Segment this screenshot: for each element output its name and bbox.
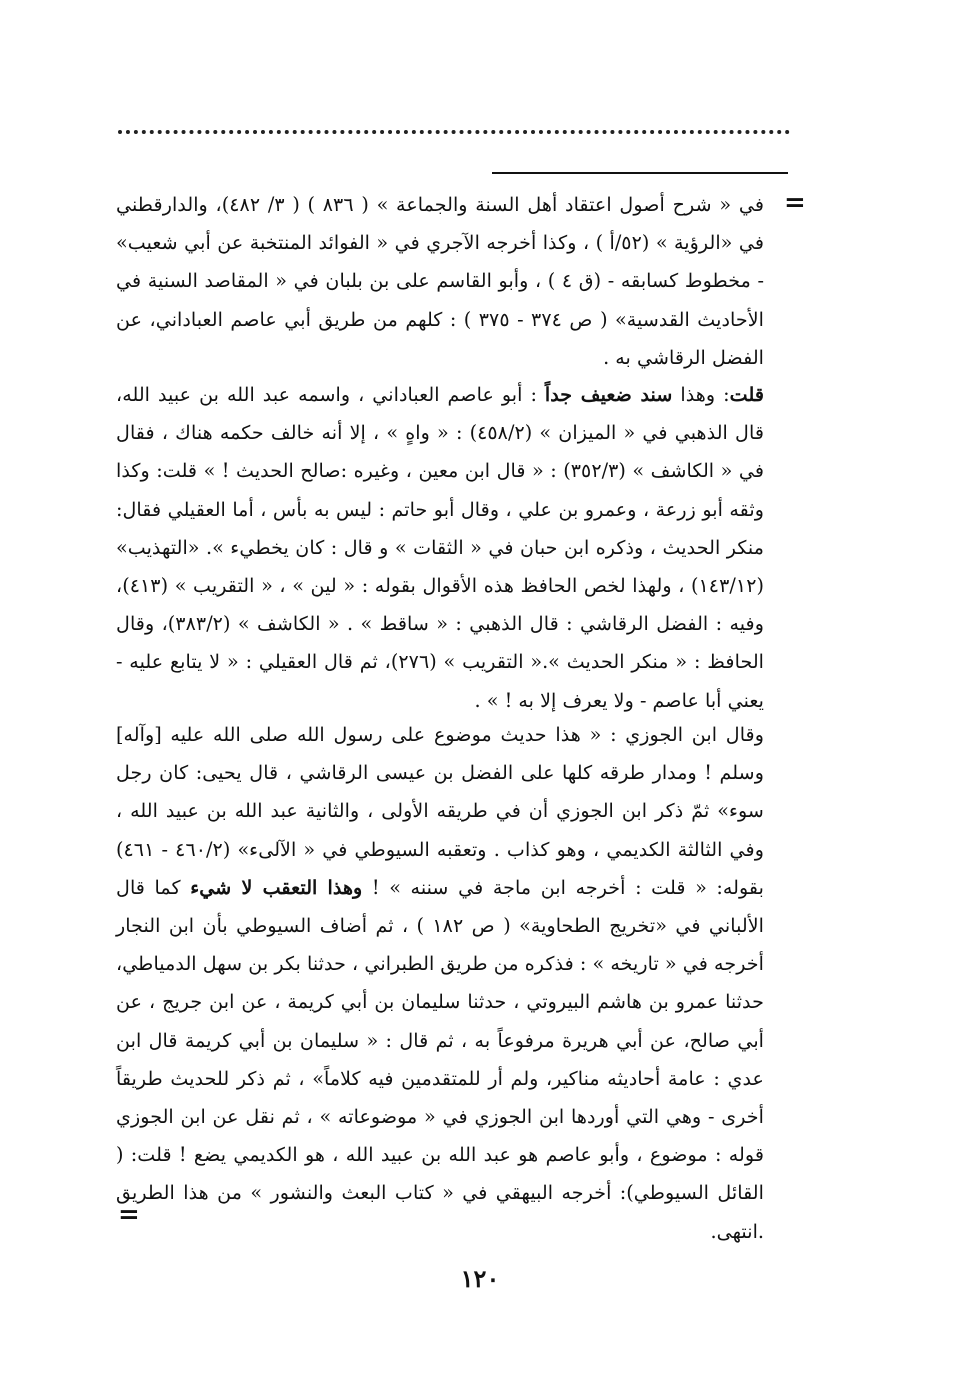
paragraph-sources (116, 186, 764, 377)
continuation-mark-bottom: = (118, 1200, 140, 1230)
paragraph-ibn-al-jawzi-a: وقال ابن الجوزي : « هذا حديث موضوع على رسول الله صلى الله عليه [وآله] وسلم ! ومدار طرقه كلها على الفضل بن عيسى الرقاشي ، قال يحيى: كان رجل سوء» ثمّ ذكر ابن الجوزي أن في طريقه الأولى ، والثانية عبد الله بن عبيد الله ، وفي الثالثة الكديمي ، وهو كذاب . وتعقبه السيوطي في « الآلىء» (٤٦٠/٢ - ٤٦١) بقوله: « قلت : أخرجه ابن ماجة في سننه » ! (116, 723, 764, 899)
paragraph-sources-text: في « شرح أصول اعتقاد أهل السنة والجماعة » ( ٨٣٦ ) ( ٣/ ٤٨٢)، والدارقطني في «الرؤية » (٥٢/أ ) ، وكذا أخرجه الآجري في « الفوائد المنتخبة عن أبي شعيب» - مخطوط كسابقه - (ق ٤ ) ، وأبو القاسم على بن بلبان في « المقاصد السنية في الأحاديث القدسية» ( ص ٣٧٤ - ٣٧٥ ) : كلهم من طريق أبي عاصم العباداني، عن الفضل الرقاشي به . (116, 193, 765, 369)
paragraph-ibn-al-jawzi-b: كما قال الألباني في «تخريج الطحاوية» ( ص ١٨٢ ) ، ثم أضاف السيوطي بأن ابن النجار أخرجه في « تاريخه » : فذكره من طريق الطبراني ، حدثنا بكر بن سهل الدمياطي، حدثنا عمرو بن هاشم البيروتي ، حدثنا سليمان بن أبي كريمة ، عن ابن جريج ، عن أبي صالح، عن أبي هريرة مرفوعاً به ، ثم قال : « سليمان بن أبي كريمة قال ابن عدي : عامة أحاديثه مناكير، ولم أر للمتقدمين فيه كلاماً» ، ثم ذكر للحديث طريقاً أخرى - وهي التي أوردها ابن الجوزي في « موضوعاته » ، ثم نقل عن ابن الجوزي قوله : موضوع ، وأبو عاصم هو عبد الله بن عبيد الله ، هو الكديمي يضع ! قلت: ( القائل السيوطي): أخرجه البيهقي في « كتاب البعث والنشور » من هذا الطريق .انتهى. (116, 875, 764, 1243)
continuation-mark-top: = (784, 188, 806, 218)
paragraph-isnad-rest: : أبو عاصم العباداني ، واسمه عبد الله بن عبيد الله، قال الذهبي في « الميزان » (٤٥٨/٢) : « واهٍ » ، إلا أنه خالف حكمه هناك ، فقال في « الكاشف » (٣٥٢/٣) : « قال ابن معين ، وغيره :صالح الحديث ! » قلت: وكذا وثقه أبو زرعة ، وعمرو بن علي ، وقال أبو حاتم : ليس به بأس ، أما العقيلي فقال: منكر الحديث ، وذكره ابن حبان في « الثقات » و قال : كان يخطيء ». «التهذيب» (١٤٣/١٢) ، ولهذا لخص الحافظ هذه الأقوال بقوله : « لين » ، « التقريب » (٤١٣)، وفيه : الفضل الرقاشي : قال الذهبي : « ساقط » . « الكاشف » (٣٨٣/٢)، وقال الحافظ : « منكر الحديث ».« التقريب » (٢٧٦)، ثم قال العقيلي : « لا يتابع عليه - يعني أبا عاصم - ولا يعرف إلا به ! » . (116, 383, 765, 712)
page-number: ١٢٠ (460, 1264, 500, 1293)
paragraph-ibn-al-jawzi (116, 716, 764, 1251)
qultu-lead: قلت (729, 383, 765, 406)
paragraph-isnad-critique (116, 376, 764, 720)
dotted-separator (118, 122, 790, 134)
isnad-verdict: سند ضعيف جداً (544, 383, 673, 406)
footnote-rule (492, 172, 788, 174)
paragraph-isnad-mid: : وهذا (672, 383, 730, 406)
critique-emphasis: وهذا التعقب لا شيء (190, 875, 363, 899)
